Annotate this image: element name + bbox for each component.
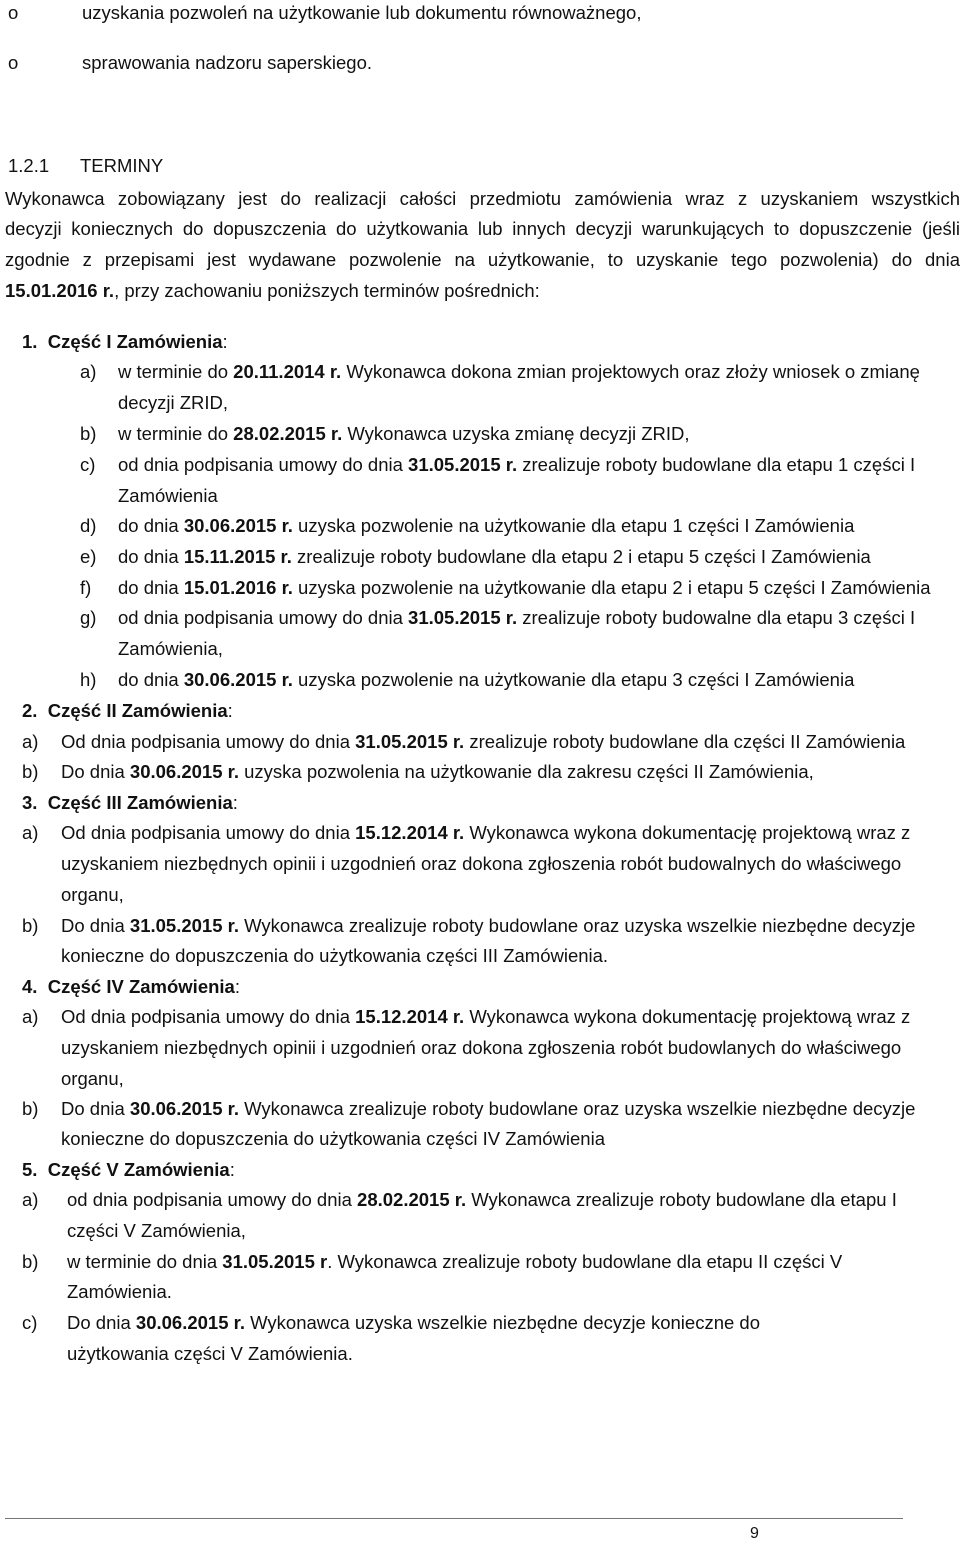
- item-letter: b): [22, 761, 39, 782]
- item-letter: h): [80, 669, 97, 690]
- list-item: Od dnia podpisania umowy do dnia 15.12.2014 r. Wykonawca wykona dokumentację projektową wraz z: [61, 1006, 911, 1027]
- list-item-continuation: Zamówienia.: [67, 1281, 172, 1302]
- part-title: Część III Zamówienia: [47, 792, 233, 813]
- list-item: Do dnia 31.05.2015 r. Wykonawca zrealizuje roboty budowlane oraz uzyska wszelkie niezbędne decyzje: [61, 915, 916, 936]
- item-letter: d): [80, 515, 97, 536]
- list-item-continuation: Zamówienia,: [118, 638, 223, 659]
- deadline-date: 30.06.2015 r.: [183, 669, 293, 690]
- deadline-date: 28.02.2015 r.: [233, 423, 343, 444]
- deadline-date: 31.05.2015 r: [222, 1251, 328, 1272]
- item-letter: b): [22, 1251, 39, 1272]
- bullet-marker: o: [8, 2, 19, 23]
- part-title: Część II Zamówienia: [47, 700, 228, 721]
- item-letter: c): [80, 454, 96, 475]
- list-item: Do dnia 30.06.2015 r. Wykonawca zrealizuje roboty budowlane oraz uzyska wszelkie niezbędne decyzje: [61, 1098, 916, 1119]
- bullet-text: sprawowania nadzoru saperskiego.: [82, 52, 373, 73]
- page-number: 9: [750, 1525, 759, 1542]
- paragraph-line: decyzji koniecznych do dopuszczenia do użytkowania lub innych decyzji warunkujących to dopuszczenie (jeśli: [5, 218, 960, 239]
- bullet-marker: o: [8, 52, 19, 73]
- deadline-date: 15.01.2016 r.: [5, 280, 115, 301]
- list-item-continuation: części V Zamówienia,: [67, 1220, 246, 1241]
- item-letter: b): [22, 1098, 39, 1119]
- part-title: Część V Zamówienia: [47, 1159, 230, 1180]
- item-letter: b): [80, 423, 97, 444]
- list-item-continuation: Zamówienia: [118, 485, 218, 506]
- part-number: 1.: [22, 331, 38, 352]
- list-item: w terminie do dnia 31.05.2015 r. Wykonawca zrealizuje roboty budowlane dla etapu II części V: [67, 1251, 843, 1272]
- part-heading: 5. Część V Zamówienia:: [22, 1159, 235, 1180]
- footer-divider: [5, 1518, 903, 1519]
- deadline-date: 30.06.2015 r.: [129, 761, 239, 782]
- section-number: 1.2.1: [8, 155, 50, 176]
- item-letter: a): [22, 731, 39, 752]
- paragraph-line: Wykonawca zobowiązany jest do realizacji całości przedmiotu zamówienia wraz z uzyskaniem wszystkich: [5, 188, 960, 209]
- list-item: w terminie do 28.02.2015 r. Wykonawca uzyska zmianę decyzji ZRID,: [118, 423, 690, 444]
- deadline-date: 30.06.2015 r.: [135, 1312, 245, 1333]
- part-number: 5.: [22, 1159, 38, 1180]
- bullet-text: uzyskania pozwoleń na użytkowanie lub dokumentu równoważnego,: [82, 2, 642, 23]
- part-title: Część IV Zamówienia: [47, 976, 235, 997]
- deadline-date: 31.05.2015 r.: [355, 731, 465, 752]
- deadline-date: 31.05.2015 r.: [408, 454, 518, 475]
- item-letter: c): [22, 1312, 38, 1333]
- list-item: od dnia podpisania umowy do dnia 28.02.2015 r. Wykonawca zrealizuje roboty budowlane dla etapu I: [67, 1189, 897, 1210]
- item-letter: g): [80, 607, 97, 628]
- item-letter: a): [22, 1189, 39, 1210]
- list-item: do dnia 30.06.2015 r. uzyska pozwolenie na użytkowanie dla etapu 3 części I Zamówienia: [118, 669, 855, 690]
- deadline-date: 20.11.2014 r.: [233, 361, 342, 382]
- part-number: 2.: [22, 700, 38, 721]
- list-item-continuation: konieczne do dopuszczenia do użytkowania części III Zamówienia.: [61, 945, 609, 966]
- list-item-continuation: decyzji ZRID,: [118, 392, 228, 413]
- paragraph-line: zgodnie z przepisami jest wydawane pozwolenie na użytkowanie, to uzyskanie tego pozwolenia) do dnia: [5, 249, 960, 270]
- list-item: od dnia podpisania umowy do dnia 31.05.2015 r. zrealizuje roboty budowlane dla etapu 1 części I: [118, 454, 916, 475]
- deadline-date: 31.05.2015 r.: [129, 915, 239, 936]
- deadline-date: 31.05.2015 r.: [408, 607, 518, 628]
- deadline-date: 15.11.2015 r.: [183, 546, 292, 567]
- deadline-date: 15.12.2014 r.: [355, 822, 465, 843]
- list-item-continuation: konieczne do dopuszczenia do użytkowania części IV Zamówienia: [61, 1128, 605, 1149]
- list-item: Do dnia 30.06.2015 r. Wykonawca uzyska wszelkie niezbędne decyzje konieczne do: [67, 1312, 760, 1333]
- list-item-continuation: uzyskaniem niezbędnych opinii i uzgodnień oraz dokona zgłoszenia robót budowlanych do właściwego: [61, 1037, 902, 1058]
- deadline-date: 28.02.2015 r.: [357, 1189, 467, 1210]
- list-item: Do dnia 30.06.2015 r. uzyska pozwolenia na użytkowanie dla zakresu części II Zamówienia,: [61, 761, 814, 782]
- paragraph-line-last: [5, 280, 540, 302]
- list-item: do dnia 15.11.2015 r. zrealizuje roboty budowlane dla etapu 2 i etapu 5 części I Zamówienia: [118, 546, 871, 567]
- list-item: Od dnia podpisania umowy do dnia 31.05.2015 r. zrealizuje roboty budowlane dla części II Zamówienia: [61, 731, 906, 752]
- paragraph-text: , przy zachowaniu poniższych terminów pośrednich:: [114, 280, 540, 301]
- item-letter: f): [80, 577, 92, 598]
- section-title: TERMINY: [80, 155, 164, 176]
- part-heading: 4. Część IV Zamówienia:: [22, 976, 240, 997]
- deadline-date: 15.12.2014 r.: [355, 1006, 465, 1027]
- list-item-continuation: użytkowania części V Zamówienia.: [67, 1343, 353, 1364]
- item-letter: b): [22, 915, 39, 936]
- list-item: w terminie do 20.11.2014 r. Wykonawca dokona zmian projektowych oraz złoży wniosek o zmianę: [118, 361, 920, 382]
- part-heading: 1. Część I Zamówienia:: [22, 331, 228, 352]
- item-letter: a): [22, 822, 39, 843]
- part-number: 3.: [22, 792, 38, 813]
- part-title: Część I Zamówienia: [47, 331, 223, 352]
- part-number: 4.: [22, 976, 38, 997]
- list-item: Od dnia podpisania umowy do dnia 15.12.2014 r. Wykonawca wykona dokumentację projektową wraz z: [61, 822, 911, 843]
- list-item-continuation: uzyskaniem niezbędnych opinii i uzgodnień oraz dokona zgłoszenia robót budowalnych do właściwego: [61, 853, 902, 874]
- list-item: od dnia podpisania umowy do dnia 31.05.2015 r. zrealizuje roboty budowalne dla etapu 3 części I: [118, 607, 916, 628]
- part-heading: 3. Część III Zamówienia:: [22, 792, 238, 813]
- list-item: do dnia 30.06.2015 r. uzyska pozwolenie na użytkowanie dla etapu 1 części I Zamówienia: [118, 515, 855, 536]
- deadline-date: 30.06.2015 r.: [129, 1098, 239, 1119]
- list-item-continuation: organu,: [61, 1068, 124, 1089]
- list-item: do dnia 15.01.2016 r. uzyska pozwolenie na użytkowanie dla etapu 2 i etapu 5 części I Zamówienia: [118, 577, 931, 598]
- item-letter: e): [80, 546, 97, 567]
- list-item-continuation: organu,: [61, 884, 124, 905]
- deadline-date: 30.06.2015 r.: [183, 515, 293, 536]
- part-heading: 2. Część II Zamówienia:: [22, 700, 233, 721]
- item-letter: a): [22, 1006, 39, 1027]
- item-letter: a): [80, 361, 97, 382]
- deadline-date: 15.01.2016 r.: [183, 577, 293, 598]
